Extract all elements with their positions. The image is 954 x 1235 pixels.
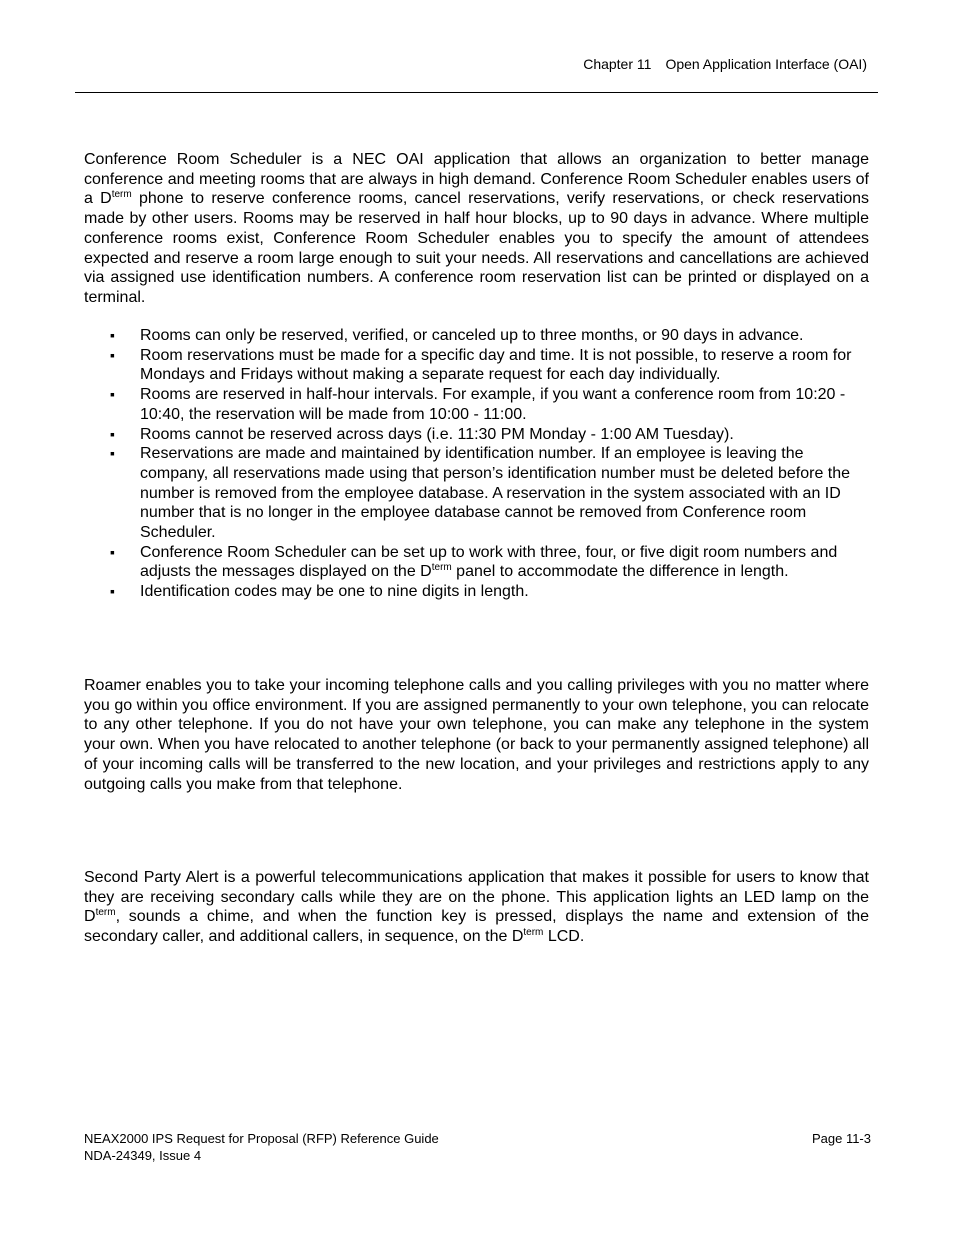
dterm-superscript: term <box>523 927 544 939</box>
roamer-paragraph: Roamer enables you to take your incoming telephone calls and you calling privileges with you no matter where you go within you office environment. If you are assigned permanently to your own telephone, you can relocate to any other telephone. If you do not have your own telephone, you can make any telephone in the system your own. When you have relocated to another telephone (or back to your permanently assigned telephone) all of your incoming calls will be transferred to the new location, and your privileges and restrictions apply to any outgoing calls you make from that telephone. <box>84 677 869 793</box>
bullet6-text-1: Conference Room Scheduler can be set up to work with three, four, or five digit room numbers and adjusts the messages displayed on the D <box>140 543 838 581</box>
second-party-alert-paragraph <box>84 868 869 947</box>
bullet6-text-2: panel to accommodate the difference in length. <box>451 563 789 581</box>
page-header <box>583 56 867 72</box>
footer-doc-title: NEAX2000 IPS Request for Proposal (RFP) Reference Guide <box>84 1131 439 1146</box>
conference-text-2: phone to reserve conference rooms, cancel reservations, verify reservations, or check reservations made by other users. Rooms may be reserved in half hour blocks, up to 90 days in advance. Where multiple conference rooms exist, Conference Room Scheduler enables you to specify the amount of attendees expected and reserve a room large enough to suit your needs. All reservations and cancellations are achieved via assigned use identification numbers. A conference room reservation list can be printed or displayed on a terminal. <box>84 190 869 306</box>
footer-doc-id: NDA-24349, Issue 4 <box>84 1148 202 1163</box>
dterm-superscript: term <box>95 907 116 919</box>
chapter-number: Chapter 11 <box>583 56 652 72</box>
list-item: ▪ Room reservations must be made for a specific day and time. It is not possible, to reserve a room for Mondays and Fridays without making a separate request for each day individually. <box>84 346 874 385</box>
list-item: ▪ Rooms are reserved in half-hour intervals. For example, if you want a conference room from 10:20 - 10:40, the reservation will be made from 10:00 - 11:00. <box>84 385 874 424</box>
list-item <box>84 543 874 582</box>
list-item: ▪ Reservations are made and maintained by identification number. If an employee is leaving the company, all reservations made using that person’s identification number must be deleted before the number is removed from the employee database. A reservation in the system associated with an ID number that is no longer in the employee database cannot be removed from Conference room Scheduler. <box>84 444 874 543</box>
second-party-text-2: , sounds a chime, and when the function key is pressed, displays the name and extension of the secondary caller, and additional callers, in sequence, on the D <box>84 908 869 946</box>
dterm-superscript: term <box>111 189 132 201</box>
list-item: ▪ Rooms can only be reserved, verified, or canceled up to three months, or 90 days in advance. <box>84 326 874 346</box>
conference-text-1: Conference Room Scheduler is a NEC OAI application that allows an organization to better manage conference and meeting rooms that are always in high demand. Conference Room Scheduler enables users of a D <box>84 151 869 208</box>
dterm-superscript: term <box>431 562 452 574</box>
chapter-title: Open Application Interface (OAI) <box>665 56 867 72</box>
header-divider <box>75 92 878 93</box>
conference-room-scheduler-paragraph <box>84 150 869 308</box>
page-footer <box>84 1130 871 1164</box>
second-party-text-3: LCD. <box>543 928 585 946</box>
footer-page-number: Page 11-3 <box>811 1131 871 1146</box>
second-party-text-1: Second Party Alert is a powerful telecommunications application that makes it possible for users to know that they are receiving secondary calls while they are on the phone. This application lights an LED lamp on the D <box>84 869 869 926</box>
list-item: ▪ Identification codes may be one to nine digits in length. <box>84 582 874 602</box>
list-item: ▪ Rooms cannot be reserved across days (i.e. 11:30 PM Monday - 1:00 AM Tuesday). <box>84 425 874 445</box>
conference-rules-list <box>84 326 874 602</box>
